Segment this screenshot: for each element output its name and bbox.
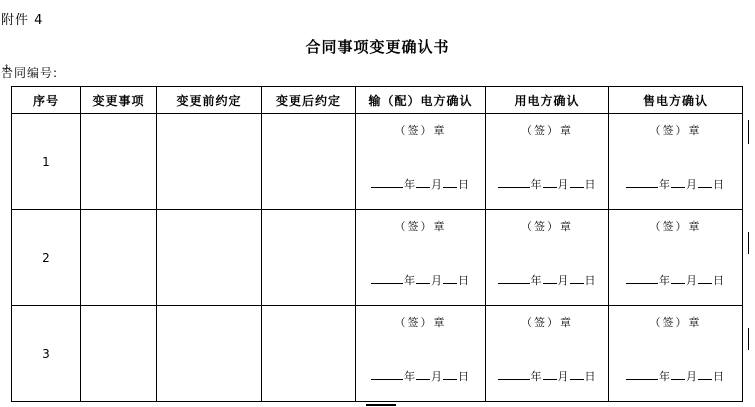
date-line bbox=[486, 176, 608, 192]
month-label: 月 bbox=[686, 274, 697, 287]
header-before-agreement: 变更前约定 bbox=[157, 87, 262, 114]
seal-label: （签）章 bbox=[649, 220, 702, 233]
year-label: 年 bbox=[659, 178, 670, 191]
month-blank[interactable] bbox=[416, 177, 430, 188]
month-label: 月 bbox=[686, 178, 697, 191]
month-label: 月 bbox=[431, 178, 442, 191]
document-title: 合同事项变更确认书 bbox=[305, 38, 450, 56]
seal-label: （签）章 bbox=[394, 220, 447, 233]
month-label: 月 bbox=[557, 178, 569, 191]
after-agreement-cell[interactable] bbox=[262, 210, 356, 306]
date-line bbox=[356, 272, 485, 288]
page-edge-fragment bbox=[366, 404, 396, 406]
date-line bbox=[609, 176, 742, 192]
retailer-sign-cell[interactable] bbox=[609, 306, 743, 402]
date-line bbox=[609, 272, 742, 288]
header-consumer-confirm: 用电方确认 bbox=[486, 87, 609, 114]
retailer-sign-cell[interactable] bbox=[609, 114, 743, 210]
year-label: 年 bbox=[404, 274, 415, 287]
day-blank[interactable] bbox=[570, 273, 584, 284]
day-label: 日 bbox=[713, 274, 724, 287]
header-after-agreement: 变更后约定 bbox=[262, 87, 356, 114]
row-index: 1 bbox=[12, 114, 81, 210]
year-label: 年 bbox=[659, 370, 670, 383]
month-label: 月 bbox=[431, 370, 442, 383]
year-blank[interactable] bbox=[626, 369, 658, 380]
year-blank[interactable] bbox=[626, 273, 658, 284]
day-blank[interactable] bbox=[570, 177, 584, 188]
day-blank[interactable] bbox=[698, 369, 712, 380]
day-blank[interactable] bbox=[698, 273, 712, 284]
header-grid-party-confirm: 输（配）电方确认 bbox=[356, 87, 486, 114]
attachment-label: 附件 4 bbox=[1, 13, 44, 28]
year-blank[interactable] bbox=[371, 273, 403, 284]
month-blank[interactable] bbox=[671, 177, 685, 188]
date-line bbox=[356, 176, 485, 192]
month-blank[interactable] bbox=[543, 273, 557, 284]
month-label: 月 bbox=[686, 370, 697, 383]
year-label: 年 bbox=[530, 370, 542, 383]
grid-party-sign-cell[interactable] bbox=[356, 210, 486, 306]
table-edge-fragment bbox=[748, 120, 755, 144]
day-label: 日 bbox=[458, 178, 469, 191]
month-blank[interactable] bbox=[543, 369, 557, 380]
date-line bbox=[356, 368, 485, 384]
row-index: 3 bbox=[12, 306, 81, 402]
header-index: 序号 bbox=[12, 87, 81, 114]
day-label: 日 bbox=[584, 370, 596, 383]
table-row bbox=[12, 306, 743, 402]
change-item-cell[interactable] bbox=[81, 210, 157, 306]
month-blank[interactable] bbox=[416, 369, 430, 380]
month-label: 月 bbox=[431, 274, 442, 287]
contract-number-label: 合同编号: bbox=[1, 66, 59, 80]
before-agreement-cell[interactable] bbox=[157, 306, 262, 402]
change-item-cell[interactable] bbox=[81, 114, 157, 210]
consumer-sign-cell[interactable] bbox=[486, 210, 609, 306]
month-blank[interactable] bbox=[671, 369, 685, 380]
seal-label: （签）章 bbox=[521, 124, 573, 137]
year-blank[interactable] bbox=[498, 273, 530, 284]
month-label: 月 bbox=[557, 274, 569, 287]
year-blank[interactable] bbox=[371, 369, 403, 380]
consumer-sign-cell[interactable] bbox=[486, 114, 609, 210]
change-confirmation-table bbox=[11, 86, 743, 402]
table-header-row bbox=[12, 87, 743, 114]
month-blank[interactable] bbox=[416, 273, 430, 284]
after-agreement-cell[interactable] bbox=[262, 114, 356, 210]
day-label: 日 bbox=[584, 274, 596, 287]
year-blank[interactable] bbox=[626, 177, 658, 188]
seal-label: （签）章 bbox=[649, 316, 702, 329]
date-line bbox=[486, 368, 608, 384]
day-label: 日 bbox=[713, 178, 724, 191]
consumer-sign-cell[interactable] bbox=[486, 306, 609, 402]
month-blank[interactable] bbox=[671, 273, 685, 284]
date-line bbox=[609, 368, 742, 384]
table-edge-fragment bbox=[748, 328, 755, 350]
year-blank[interactable] bbox=[371, 177, 403, 188]
row-index: 2 bbox=[12, 210, 81, 306]
year-blank[interactable] bbox=[498, 177, 530, 188]
day-blank[interactable] bbox=[443, 273, 457, 284]
year-label: 年 bbox=[404, 178, 415, 191]
seal-label: （签）章 bbox=[649, 124, 702, 137]
day-blank[interactable] bbox=[443, 177, 457, 188]
header-change-item: 变更事项 bbox=[81, 87, 157, 114]
date-line bbox=[486, 272, 608, 288]
day-blank[interactable] bbox=[570, 369, 584, 380]
year-label: 年 bbox=[530, 178, 542, 191]
table-row bbox=[12, 114, 743, 210]
header-retailer-confirm: 售电方确认 bbox=[609, 87, 743, 114]
year-blank[interactable] bbox=[498, 369, 530, 380]
day-label: 日 bbox=[584, 178, 596, 191]
grid-party-sign-cell[interactable] bbox=[356, 114, 486, 210]
change-item-cell[interactable] bbox=[81, 306, 157, 402]
before-agreement-cell[interactable] bbox=[157, 114, 262, 210]
table-row bbox=[12, 210, 743, 306]
year-label: 年 bbox=[404, 370, 415, 383]
year-label: 年 bbox=[659, 274, 670, 287]
retailer-sign-cell[interactable] bbox=[609, 210, 743, 306]
before-agreement-cell[interactable] bbox=[157, 210, 262, 306]
seal-label: （签）章 bbox=[394, 316, 447, 329]
day-label: 日 bbox=[458, 274, 469, 287]
month-label: 月 bbox=[557, 370, 569, 383]
table-edge-fragment bbox=[748, 232, 755, 254]
seal-label: （签）章 bbox=[521, 220, 573, 233]
year-label: 年 bbox=[530, 274, 542, 287]
seal-label: （签）章 bbox=[521, 316, 573, 329]
day-blank[interactable] bbox=[698, 177, 712, 188]
after-agreement-cell[interactable] bbox=[262, 306, 356, 402]
day-blank[interactable] bbox=[443, 369, 457, 380]
day-label: 日 bbox=[713, 370, 724, 383]
seal-label: （签）章 bbox=[394, 124, 447, 137]
grid-party-sign-cell[interactable] bbox=[356, 306, 486, 402]
day-label: 日 bbox=[458, 370, 469, 383]
month-blank[interactable] bbox=[543, 177, 557, 188]
